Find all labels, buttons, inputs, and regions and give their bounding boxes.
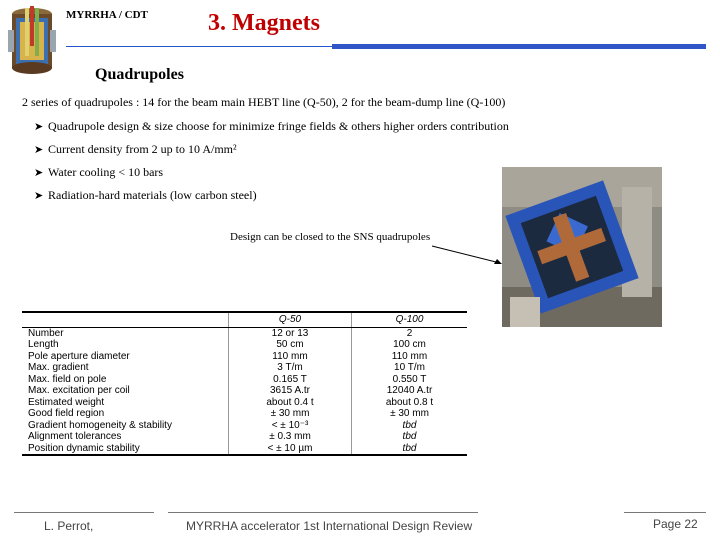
table-cell: 110 mm <box>229 351 352 363</box>
table-cell: ± 0.3 mm <box>229 431 352 443</box>
table-cell: 3615 A.tr <box>229 385 352 397</box>
table-cell: Max. field on pole <box>28 373 107 385</box>
pointer-arrow-icon <box>430 244 510 268</box>
table-cell: Good field region <box>28 408 105 419</box>
table-row <box>22 374 467 386</box>
arrow-bullet-icon: ➤ <box>34 121 44 133</box>
quadrupole-spec-table <box>22 311 467 456</box>
slide-title: 3. Magnets <box>208 10 320 36</box>
table-row <box>22 362 467 374</box>
arrow-bullet-icon: ➤ <box>34 190 44 202</box>
bullet-item <box>34 142 237 157</box>
table-row <box>22 385 467 397</box>
table-cell: < ± 10 µm <box>229 443 352 456</box>
table-cell: Length <box>28 339 59 350</box>
myrrha-reactor-logo <box>6 4 58 80</box>
table-cell: Max. excitation per coil <box>28 385 130 396</box>
table-row <box>22 327 467 339</box>
table-cell: 3 T/m <box>229 362 352 374</box>
table-cell: Position dynamic stability <box>22 443 229 456</box>
table-cell: 10 T/m <box>352 362 468 374</box>
header-org: MYRRHA / CDT <box>66 9 148 21</box>
footer-rule <box>168 512 478 513</box>
header-rule-thick <box>332 44 706 49</box>
bullet-item <box>34 165 163 180</box>
table-cell: Max. gradient <box>28 362 89 373</box>
bullet-text: Water cooling < 10 bars <box>48 165 164 179</box>
table-cell: Gradient homogeneity & stability <box>28 419 172 431</box>
table-cell: 110 mm <box>352 351 468 363</box>
bullet-text: Quadrupole design & size choose for minimize fringe fields & others higher orders contribution <box>48 119 509 133</box>
table-cell: Estimated weight <box>28 396 105 408</box>
section-subtitle: Quadrupoles <box>95 66 184 83</box>
table-cell: about 0.4 t <box>229 397 352 409</box>
header-rule-thin <box>66 46 336 47</box>
table-cell: ± 30 mm <box>229 408 352 420</box>
table-cell: about 0.8 t <box>352 397 468 409</box>
table-cell: tbd <box>352 431 468 443</box>
footer-rule <box>14 512 154 513</box>
bullet-item <box>34 119 509 134</box>
bullet-text: Current density from 2 up to 10 A/mm² <box>48 142 237 156</box>
intro-text: 2 series of quadrupoles : 14 for the beam main HEBT line (Q-50), 2 for the beam-dump line (Q-100) <box>22 95 506 109</box>
table-cell: 0.550 T <box>352 374 468 386</box>
table-header-cell <box>22 312 229 327</box>
table-row <box>22 420 467 432</box>
table-cell: 50 cm <box>229 339 352 351</box>
table-cell: 12040 A.tr <box>352 385 468 397</box>
table-row <box>22 397 467 409</box>
table-cell: Alignment tolerances <box>28 431 122 442</box>
table-cell: ± 30 mm <box>352 408 468 420</box>
design-note: Design can be closed to the SNS quadrupoles <box>230 231 431 243</box>
bullet-text: Radiation-hard materials (low carbon steel) <box>48 188 257 202</box>
table-header-cell: Q-100 <box>352 312 468 327</box>
sns-quadrupole-photo <box>502 167 662 327</box>
table-cell: tbd <box>352 420 468 432</box>
table-row <box>22 443 467 456</box>
footer-author: L. Perrot, <box>44 519 94 533</box>
table-row <box>22 339 467 351</box>
table-row <box>22 408 467 420</box>
table-row <box>22 351 467 363</box>
table-cell: Pole aperture diameter <box>28 350 130 362</box>
table-cell: 12 or 13 <box>229 327 352 339</box>
table-cell: 2 <box>352 327 468 339</box>
bullet-item <box>34 188 257 203</box>
footer-conference: MYRRHA accelerator 1st International Design Review <box>186 519 473 533</box>
table-cell: Number <box>28 327 64 339</box>
footer-page-number: Page 22 <box>653 517 698 531</box>
table-header-row <box>22 312 467 327</box>
table-header-cell: Q-50 <box>229 312 352 327</box>
table-cell: < ± 10⁻³ <box>229 420 352 432</box>
footer-rule <box>624 512 706 513</box>
table-cell: 0.165 T <box>229 374 352 386</box>
table-cell: 100 cm <box>352 339 468 351</box>
table-cell: tbd <box>352 443 468 456</box>
arrow-bullet-icon: ➤ <box>34 144 44 156</box>
arrow-bullet-icon: ➤ <box>34 167 44 179</box>
table-row <box>22 431 467 443</box>
